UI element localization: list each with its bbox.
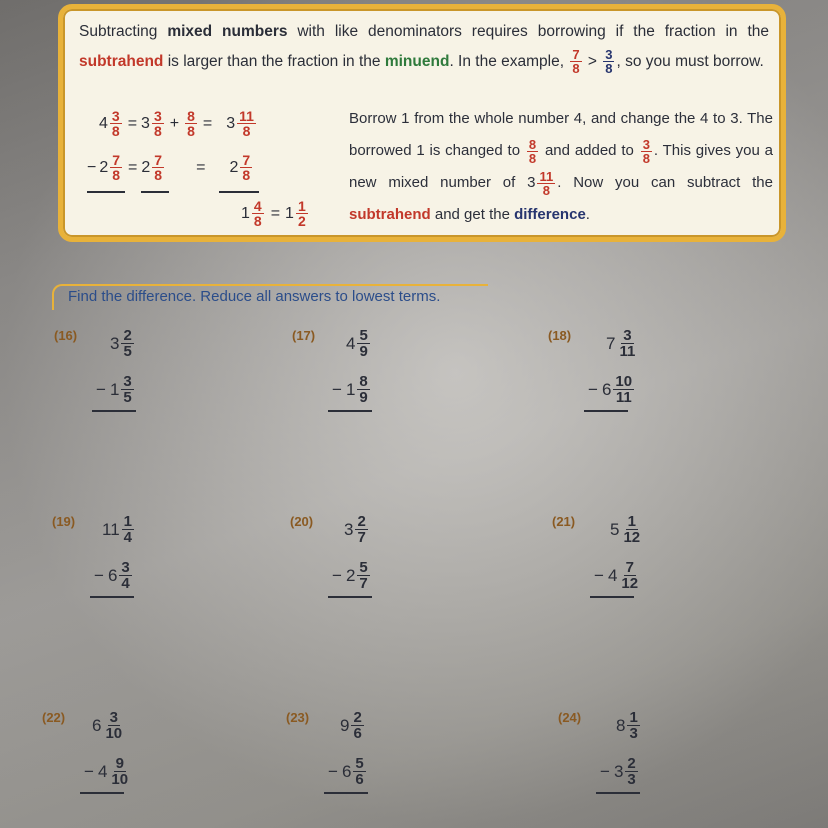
problem-19 bbox=[52, 514, 182, 624]
subtrahend: − 3 $\frac{2}{3}$ bbox=[600, 755, 636, 788]
answer-line bbox=[328, 410, 372, 412]
problem-number: (17) bbox=[292, 328, 316, 343]
fraction: $\frac{7}{8}$ bbox=[572, 47, 580, 77]
problem-24 bbox=[558, 710, 688, 820]
worked-line-3: 1 $\frac{4}{8}$ = 1 $\frac{1}{2}$ bbox=[241, 198, 306, 229]
answer-line bbox=[596, 792, 640, 794]
worked-example bbox=[83, 105, 323, 235]
minuend: 9 $\frac{2}{6}$ bbox=[340, 709, 362, 742]
minuend: 11 $\frac{1}{4}$ bbox=[102, 513, 132, 546]
underline bbox=[141, 191, 169, 193]
fraction: $\frac{3}{8}$ bbox=[642, 136, 650, 166]
problem-18 bbox=[548, 328, 678, 438]
greater-than-sign: > bbox=[583, 53, 602, 70]
problem-number: (16) bbox=[54, 328, 78, 343]
fraction: $\frac{8}{8}$ bbox=[528, 136, 537, 166]
intro-paragraph bbox=[79, 17, 769, 77]
minuend: 7 $\frac{3}{11}$ bbox=[606, 327, 636, 360]
subtrahend: − 6 $\frac{10}{11}$ bbox=[588, 373, 633, 406]
worked-line-1: 4 $\frac{3}{8}$ = 3 $\frac{3}{8}$ + $\frac{8}{8}$ = 3 $\frac{11}{8}$ bbox=[99, 108, 254, 139]
minuend: 3 $\frac{2}{5}$ bbox=[110, 327, 132, 360]
problem-number: (18) bbox=[548, 328, 572, 343]
term-subtrahend: subtrahend bbox=[79, 53, 164, 70]
answer-line bbox=[590, 596, 634, 598]
problem-number: (22) bbox=[42, 710, 66, 725]
fraction: $\frac{11}{8}$ bbox=[539, 168, 554, 198]
problem-number: (21) bbox=[552, 514, 576, 529]
problem-number: (20) bbox=[290, 514, 314, 529]
worked-line-2: − 2 $\frac{7}{8}$ = 2 $\frac{7}{8}$ = 2 $\frac{7}{8}$ bbox=[87, 152, 251, 183]
answer-line bbox=[80, 792, 124, 794]
problem-number: (23) bbox=[286, 710, 310, 725]
subtrahend: − 6 $\frac{5}{6}$ bbox=[328, 755, 364, 788]
problem-number: (24) bbox=[558, 710, 582, 725]
underline bbox=[219, 191, 259, 193]
minuend: 8 $\frac{1}{3}$ bbox=[616, 709, 638, 742]
subtrahend: − 4 $\frac{9}{10}$ bbox=[84, 755, 129, 788]
fraction: $\frac{3}{8}$ bbox=[605, 47, 613, 77]
problem-23 bbox=[286, 710, 416, 820]
subtrahend: − 2 $\frac{5}{7}$ bbox=[332, 559, 368, 592]
intro-text: is larger than the fraction in the bbox=[163, 53, 385, 70]
subtrahend: − 6 $\frac{3}{4}$ bbox=[94, 559, 130, 592]
intro-text: . In the example, bbox=[449, 53, 569, 70]
problem-number: (19) bbox=[52, 514, 76, 529]
problem-21 bbox=[552, 514, 682, 624]
minuend: 4 $\frac{5}{9}$ bbox=[346, 327, 368, 360]
term-difference: difference bbox=[514, 206, 586, 223]
term-mixed-numbers: mixed numbers bbox=[167, 23, 288, 40]
minuend: 3 $\frac{2}{7}$ bbox=[344, 513, 366, 546]
problem-22 bbox=[42, 710, 172, 820]
subtrahend: − 1 $\frac{3}{5}$ bbox=[96, 373, 132, 406]
minuend: 5 $\frac{1}{12}$ bbox=[610, 513, 641, 546]
problem-17 bbox=[292, 328, 422, 438]
answer-line bbox=[324, 792, 368, 794]
answer-line bbox=[584, 410, 628, 412]
problem-20 bbox=[290, 514, 420, 624]
term-minuend: minuend bbox=[384, 53, 450, 70]
minuend: 6 $\frac{3}{10}$ bbox=[92, 709, 123, 742]
subtrahend: − 1 $\frac{8}{9}$ bbox=[332, 373, 368, 406]
intro-text: Subtracting bbox=[79, 23, 168, 40]
term-subtrahend: subtrahend bbox=[349, 206, 431, 223]
instruction-heading: Find the difference. Reduce all answers to lowest terms. bbox=[52, 284, 488, 310]
problem-16 bbox=[54, 328, 184, 438]
answer-line bbox=[90, 596, 134, 598]
answer-line bbox=[328, 596, 372, 598]
intro-text: , so you must borrow. bbox=[616, 53, 764, 70]
explanation-paragraph: Borrow 1 from the whole number 4, and change the 4 to 3. The borrowed 1 is changed to $\frac{8}{8}$ and added to $\frac{3}{8}$ . This gives you a new mixed number of 3 $\frac{11}{8}$ . Now you can subtract the subtrahend and get the difference. bbox=[349, 110, 773, 223]
intro-text: with like denominators requires borrowing if the fraction in the bbox=[287, 23, 769, 40]
subtrahend: − 4 $\frac{7}{12}$ bbox=[594, 559, 639, 592]
underline bbox=[87, 191, 125, 193]
example-box bbox=[58, 4, 786, 242]
answer-line bbox=[92, 410, 136, 412]
